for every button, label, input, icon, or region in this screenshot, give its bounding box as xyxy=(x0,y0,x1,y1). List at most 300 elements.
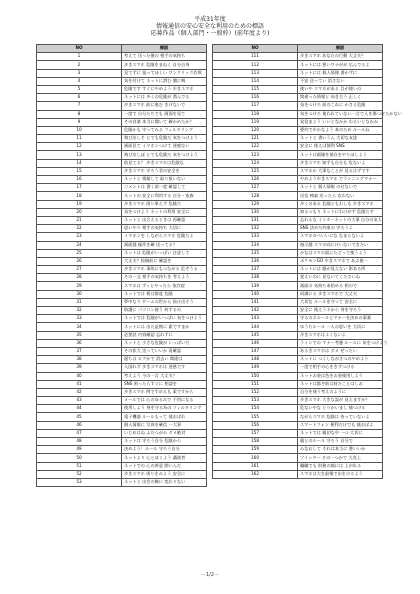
row-number: 115 xyxy=(213,85,298,93)
slogan-text: 歩きスマホはよくないよ xyxy=(298,331,383,339)
table-row xyxy=(37,176,207,184)
slogan-text: 電子機器 ルールもって 使おばれ xyxy=(122,413,207,421)
slogan-text: 自分を使う考えのように xyxy=(298,388,383,396)
slogan-text: ラインでの マナー考慮 ルールに 気をつけよう xyxy=(298,339,383,347)
row-number: 9 xyxy=(37,118,122,126)
column-header-entry: 標語 xyxy=(122,45,207,53)
table-row xyxy=(213,110,383,118)
table-row xyxy=(213,249,383,257)
table-row xyxy=(213,216,383,224)
table-row xyxy=(37,364,207,372)
table-row xyxy=(37,339,207,347)
header-subtitle: 応募作品（個人部門・一般枠）(前年度より) xyxy=(150,30,270,37)
table-row xyxy=(37,413,207,421)
table-row xyxy=(37,290,207,298)
row-number: 44 xyxy=(37,405,122,413)
table-row xyxy=(37,454,207,462)
slogan-text: 職職でも 財務の顔には 上がれる xyxy=(298,462,383,470)
table-row xyxy=(37,233,207,241)
table-row xyxy=(213,135,383,143)
slogan-text: 気を付けて ネットに潜む 闇に鳴 xyxy=(122,77,207,85)
row-number: 2 xyxy=(37,61,122,69)
row-number: 131 xyxy=(213,216,298,224)
table-header-row xyxy=(213,45,383,53)
table-row xyxy=(37,397,207,405)
row-number: 49 xyxy=(37,446,122,454)
row-number: 148 xyxy=(213,356,298,364)
row-number: 7 xyxy=(37,102,122,110)
slogan-text: 間違った情報と 向き合う 正しく xyxy=(298,94,383,102)
row-number: 32 xyxy=(37,307,122,315)
table-row xyxy=(37,143,207,151)
row-number: 52 xyxy=(37,470,122,478)
row-number: 51 xyxy=(37,462,122,470)
slogan-text: 気をつけよう ネットの利用 安全に xyxy=(122,208,207,216)
slogan-text: 一度で 自分たちでも 画面を見て xyxy=(122,110,207,118)
slogan-text: 親とのルール 守ろう 自分で xyxy=(298,438,383,446)
row-number: 113 xyxy=(213,69,298,77)
table-row xyxy=(37,200,207,208)
column-header-entry: 標語 xyxy=(298,45,383,53)
slogan-text: コメントは 書く前一度 確認して xyxy=(122,184,207,192)
table-row xyxy=(37,446,207,454)
slogan-text: その拡大 送っていいか 再確認 xyxy=(122,347,207,355)
slogan-text: ネットには 出た証拠に 素ですまか xyxy=(122,323,207,331)
row-number: 50 xyxy=(37,454,122,462)
table-row xyxy=(37,118,207,126)
row-number: 136 xyxy=(213,257,298,265)
row-number: 160 xyxy=(213,454,298,462)
slogan-text: 飛び出しそ とても危険だ 気をつけよう xyxy=(122,135,207,143)
row-number: 24 xyxy=(37,241,122,249)
row-number: 146 xyxy=(213,339,298,347)
table-row xyxy=(213,315,383,323)
slogan-text: 使いや スマホがある 目が使いの xyxy=(298,85,383,93)
row-number: 119 xyxy=(213,118,298,126)
slogan-text: 防護に パソコン使う 何するの xyxy=(122,307,207,315)
table-row xyxy=(37,429,207,437)
row-number: 117 xyxy=(213,102,298,110)
slogan-text: 同調にる 歩きスマホで 大丈夫 xyxy=(298,290,383,298)
row-number: 30 xyxy=(37,290,122,298)
row-number: 140 xyxy=(213,290,298,298)
slogan-text: 歩きスマホ 守ろう君の安全を xyxy=(122,167,207,175)
slogan-text: SNS 困ったらすぐに 相談を xyxy=(122,380,207,388)
table-row xyxy=(37,94,207,102)
table-row xyxy=(213,233,383,241)
slogan-text: 前見てる？ 歩きスマホは危険な xyxy=(122,159,207,167)
row-number: 8 xyxy=(37,110,122,118)
row-number: 6 xyxy=(37,94,122,102)
table-row xyxy=(213,53,383,61)
table-row xyxy=(213,85,383,93)
row-number: 145 xyxy=(213,331,298,339)
table-row xyxy=(213,413,383,421)
row-number: 29 xyxy=(37,282,122,290)
row-number: 53 xyxy=(37,478,122,486)
row-number: 159 xyxy=(213,446,298,454)
slogan-text: 指示越 スマホ向にけいないできたい xyxy=(298,241,383,249)
table-row xyxy=(213,388,383,396)
table-row xyxy=(213,184,383,192)
table-row xyxy=(37,102,207,110)
table-row xyxy=(213,118,383,126)
table-row xyxy=(213,323,383,331)
slogan-text: 発信まよう いいとなかか わるいとなかか xyxy=(298,118,383,126)
row-number: 33 xyxy=(37,315,122,323)
slogan-text: 危険かも 守ってみる フィルタリング xyxy=(122,126,207,134)
slogan-text: メールでは 心のゆるみで 不用になる xyxy=(122,397,207,405)
row-number: 14 xyxy=(37,159,122,167)
table-row xyxy=(213,405,383,413)
row-number: 149 xyxy=(213,364,298,372)
row-number: 37 xyxy=(37,347,122,355)
slogan-text: 大丈夫？投稿前に 確認を xyxy=(122,257,207,265)
row-number: 157 xyxy=(213,429,298,437)
row-number: 162 xyxy=(213,470,298,478)
row-number: 141 xyxy=(213,298,298,306)
row-number: 11 xyxy=(37,135,122,143)
row-number: 144 xyxy=(213,323,298,331)
table-row xyxy=(37,331,207,339)
row-number: 127 xyxy=(213,184,298,192)
row-number: 18 xyxy=(37,192,122,200)
table-row xyxy=(37,478,207,486)
row-number: 34 xyxy=(37,323,122,331)
slogan-text: ネットと 書いうん 大切な友達 xyxy=(298,135,383,143)
slogan-text: 送信 検索 送ったら 次わない xyxy=(298,192,383,200)
table-row xyxy=(213,462,383,470)
table-row xyxy=(37,380,207,388)
slogan-text: 気をつけろ 前のこれに かさる危険 xyxy=(298,102,383,110)
table-row xyxy=(37,135,207,143)
table-row xyxy=(213,61,383,69)
row-number: 21 xyxy=(37,216,122,224)
slogan-text: 歩くのある 危険ともわしも 歩きスマホ xyxy=(298,200,383,208)
header-year: 平成31年度 xyxy=(194,16,226,23)
table-row xyxy=(37,225,207,233)
table-row xyxy=(213,331,383,339)
table-row xyxy=(213,200,383,208)
row-number: 47 xyxy=(37,429,122,437)
row-number: 36 xyxy=(37,339,122,347)
row-number: 121 xyxy=(213,135,298,143)
slogan-text: 見てずに 狙ってほしい ワンクリック詐欺 xyxy=(122,69,207,77)
entries-table-right xyxy=(212,44,402,479)
table-row xyxy=(213,421,383,429)
slogan-text: 思いやり 相手の気持ち 大切に xyxy=(122,225,207,233)
row-number: 19 xyxy=(37,200,122,208)
slogan-text: ネットでは 危険がいっぱい 気をつけよう xyxy=(122,315,207,323)
row-number: 4 xyxy=(37,77,122,85)
slogan-text: ネットお金は色をお金使用しよう xyxy=(298,372,383,380)
table-row xyxy=(37,274,207,282)
row-number: 31 xyxy=(37,298,122,306)
slogan-text: ネットには 悪いワナがが 広んでるよ xyxy=(298,61,383,69)
table-row xyxy=(37,184,207,192)
table-row xyxy=(37,462,207,470)
table-row xyxy=(213,102,383,110)
table-row xyxy=(213,167,383,175)
table-row xyxy=(213,151,383,159)
table-row xyxy=(213,339,383,347)
slogan-text: 歩きスマホ 例ですめるも 案ですから xyxy=(122,388,207,396)
row-number: 42 xyxy=(37,388,122,396)
table-row xyxy=(213,307,383,315)
row-number: 154 xyxy=(213,405,298,413)
row-number: 122 xyxy=(213,143,298,151)
table-row xyxy=(37,216,207,224)
row-number: 151 xyxy=(213,380,298,388)
slogan-text: ネットは 危険がいっぱい 注意して xyxy=(122,249,207,257)
row-number: 147 xyxy=(213,347,298,355)
table-row xyxy=(37,257,207,265)
slogan-text: 決めよう！ルール 守ろう自分 xyxy=(122,446,207,454)
slogan-text: ネットより 心とぼくよう 講演者 xyxy=(122,454,207,462)
table-row xyxy=(37,438,207,446)
row-number: 1 xyxy=(37,53,122,61)
table-row xyxy=(213,298,383,306)
table-row xyxy=(213,77,383,85)
row-number: 139 xyxy=(213,282,298,290)
row-number: 45 xyxy=(37,413,122,421)
slogan-text: ネットと 個人情報 のせないで xyxy=(298,184,383,192)
slogan-text: ネットの 安全に利用する 自分・家族 xyxy=(122,192,207,200)
row-number: 111 xyxy=(213,53,298,61)
slogan-text: 一度で相手の心をきずつける xyxy=(298,364,383,372)
slogan-text: ネットと 小さな危険が いっぱいだ xyxy=(122,339,207,347)
table-row xyxy=(37,61,207,69)
row-number: 134 xyxy=(213,241,298,249)
slogan-text: みなおして それは本当に 書いいか xyxy=(298,446,383,454)
slogan-text: ネットでは 親切な中 一つ 大切に xyxy=(298,429,383,437)
row-number: 39 xyxy=(37,364,122,372)
table-row xyxy=(213,126,383,134)
table-row xyxy=(213,364,383,372)
row-number: 25 xyxy=(37,249,122,257)
row-number: 161 xyxy=(213,462,298,470)
slogan-text: スマホは大を最後で出をけるよう xyxy=(298,470,383,478)
page-number: －1/2－ xyxy=(200,572,220,578)
table-row xyxy=(213,225,383,233)
table-row xyxy=(37,266,207,274)
slogan-text: 危険です すぐにやめよう 歩きスマホ xyxy=(122,85,207,93)
table-row xyxy=(37,323,207,331)
slogan-text: 画面見て イヤホンつけて 迷惑ない xyxy=(122,143,207,151)
slogan-text: 気をつけろ 使われていない一言で人を傷つけたかない xyxy=(298,110,383,118)
slogan-text: 歩きスマホ 危険をまねく 自分自身 xyxy=(122,61,207,69)
table-row xyxy=(37,249,207,257)
slogan-text: スマホのべいいにな なまらないよ xyxy=(298,233,383,241)
slogan-text: 個人情報に 写真を確信 一大事 xyxy=(122,421,207,429)
table-row xyxy=(213,69,383,77)
table-row xyxy=(213,380,383,388)
row-number: 126 xyxy=(213,176,298,184)
slogan-text: 不安 送ってい 消さない xyxy=(298,77,383,85)
slogan-text: ポケモンGO 歩きスマホで あぶ使一 xyxy=(298,257,383,265)
slogan-text: 遅ちは ログかで 消去い 間違は xyxy=(122,356,207,364)
slogan-text: 必要話 内容確認 忘れずに xyxy=(122,331,207,339)
header-title: 情報通信の安心安全な利用のための標語 xyxy=(155,23,264,30)
row-number: 46 xyxy=(37,421,122,429)
slogan-text: あるきスマホは ダメ ぜったい xyxy=(298,347,383,355)
table-row xyxy=(37,372,207,380)
table-row xyxy=(213,372,383,380)
slogan-text: イヤホンを しながらスマホ 危険だよ xyxy=(122,233,207,241)
row-number: 128 xyxy=(213,192,298,200)
document-header xyxy=(0,16,420,37)
slogan-text: ネットは画像を保存をやりほしよう xyxy=(298,151,383,159)
slogan-text: 入国れず 歩きスマホは 迷惑です xyxy=(122,364,207,372)
slogan-text: 考えよう 今の一言 大丈夫？ xyxy=(122,372,207,380)
slogan-text: 飛び出しぼ とても危険だ 気をつけよう xyxy=(122,151,207,159)
slogan-text: ツイッター その一つかで 大炎上 xyxy=(298,454,383,462)
slogan-text: 考えて 送った後の 相手の気持ち xyxy=(122,53,207,61)
row-number: 116 xyxy=(213,94,298,102)
row-number: 120 xyxy=(213,126,298,134)
table-row xyxy=(37,110,207,118)
table-row xyxy=(37,347,207,355)
row-number: 152 xyxy=(213,388,298,396)
row-number: 135 xyxy=(213,249,298,257)
table-row xyxy=(37,421,207,429)
slogan-text: 歩きスマホ 大きな誤が 見えますか？ xyxy=(298,397,383,405)
table-row xyxy=(37,53,207,61)
slogan-text: 歩きスマホ 困り果えず 危険だ xyxy=(122,200,207,208)
row-number: 26 xyxy=(37,257,122,265)
table-row xyxy=(213,192,383,200)
slogan-text: 守るのネルールとマナーを決めの事業 xyxy=(298,315,383,323)
slogan-text: 歩きスマホ 事故にもつながる 危ぞうる xyxy=(122,266,207,274)
slogan-text: スマートフォン 便利だけでも 使おばよ xyxy=(298,421,383,429)
slogan-text: ネットと 情報して 取り扱いない xyxy=(122,176,207,184)
table-row xyxy=(37,192,207,200)
slogan-text: ネットには 多くの危険が 潜んでる xyxy=(122,94,207,102)
row-number: 133 xyxy=(213,233,298,241)
row-number: 38 xyxy=(37,356,122,364)
row-number: 40 xyxy=(37,372,122,380)
table-row xyxy=(213,470,383,478)
table-row xyxy=(37,470,207,478)
table-row xyxy=(213,176,383,184)
table-row xyxy=(213,356,383,364)
slogan-text: 安全に 使えうネから 身を守ろう xyxy=(298,307,383,315)
table-row xyxy=(37,388,207,396)
row-number: 125 xyxy=(213,167,298,175)
row-number: 15 xyxy=(37,167,122,175)
column-header-no: NO xyxy=(37,45,122,53)
table-row xyxy=(213,397,383,405)
row-number: 156 xyxy=(213,421,298,429)
column-header-no: NO xyxy=(213,45,298,53)
slogan-text: 覚えいのに 見ないてくださいね xyxy=(298,274,383,282)
slogan-text: スマホか 大事なことが 見るはずです xyxy=(298,167,383,175)
table-row xyxy=(213,438,383,446)
table-row xyxy=(37,85,207,93)
slogan-text: 歩きスマホ 周りをみよう 安全に xyxy=(122,470,207,478)
slogan-text: 使用しよう 身を守る為の フィルタリング xyxy=(122,405,207,413)
table-row xyxy=(213,290,383,298)
slogan-text: 画面の 気持ちあ拾める 相ので xyxy=(298,282,383,290)
table-row xyxy=(37,405,207,413)
table-row xyxy=(213,282,383,290)
table-row xyxy=(37,315,207,323)
slogan-text: その一文 相手の気持ちを 考えよう xyxy=(122,274,207,282)
row-number: 23 xyxy=(37,233,122,241)
row-number: 20 xyxy=(37,208,122,216)
row-number: 112 xyxy=(213,61,298,69)
row-number: 22 xyxy=(37,225,122,233)
slogan-text: 歩きスマホ 知手も自分も 危ないよ xyxy=(298,159,383,167)
slogan-text: ネットと 出合えるときは 再確認 xyxy=(122,216,207,224)
slogan-text: ネットに つくしながさつのやめよう xyxy=(298,356,383,364)
table-row xyxy=(213,266,383,274)
row-number: 153 xyxy=(213,397,298,405)
slogan-text: 危ないやな とりかいまし 様つける xyxy=(298,405,383,413)
slogan-text: 要約で歩かなよう 本のため ルールね xyxy=(298,126,383,134)
slogan-text: その音楽 本当に聞いて 確かめたか？ xyxy=(122,118,207,126)
slogan-text: いじめはね ふだつがみ ダメ絶対 xyxy=(122,429,207,437)
table-row xyxy=(37,77,207,85)
table-row xyxy=(37,282,207,290)
table-row xyxy=(213,159,383,167)
row-number: 142 xyxy=(213,307,298,315)
slogan-text: ネットでの 心の善意 開いんだ xyxy=(122,462,207,470)
table-row xyxy=(213,94,383,102)
entries-table-left xyxy=(36,44,207,487)
row-number: 3 xyxy=(37,69,122,77)
table-row xyxy=(37,307,207,315)
row-number: 5 xyxy=(37,85,122,93)
row-number: 28 xyxy=(37,274,122,282)
row-number: 10 xyxy=(37,126,122,134)
table-row xyxy=(213,347,383,355)
row-number: 114 xyxy=(213,77,298,85)
slogan-text: 夢中なり ゲームの世から 抜け出そう xyxy=(122,298,207,306)
row-number: 16 xyxy=(37,176,122,184)
slogan-text: ネットと 出会の権に 変わりない xyxy=(122,478,207,486)
row-number: 27 xyxy=(37,266,122,274)
slogan-text: 大切な ルールを守って 安全に xyxy=(298,298,383,306)
slogan-text: 安全に 使えば便利 SNS xyxy=(298,143,383,151)
slogan-text: SNS 決めた約束の 守ろうよ xyxy=(298,225,383,233)
slogan-text: ながらスマホ 危険は 待っていないよ xyxy=(298,413,383,421)
slogan-text: 歩きスマホ 前に進む きけないで xyxy=(122,102,207,110)
row-number: 137 xyxy=(213,266,298,274)
table-row xyxy=(213,241,383,249)
table-row xyxy=(37,126,207,134)
row-number: 130 xyxy=(213,208,298,216)
table-row xyxy=(213,446,383,454)
table-row xyxy=(213,454,383,462)
row-number: 118 xyxy=(213,110,298,118)
slogan-text: 歩きスマホ あなたの行動 大丈夫？ xyxy=(298,53,383,61)
slogan-text: 画面越 操作を確 送ってる？ xyxy=(122,241,207,249)
row-number: 129 xyxy=(213,200,298,208)
row-number: 17 xyxy=(37,184,122,192)
table-row xyxy=(213,143,383,151)
row-number: 143 xyxy=(213,315,298,323)
slogan-text: かなはスマホ面にたどって使うよう xyxy=(298,249,383,257)
table-row xyxy=(37,151,207,159)
row-number: 43 xyxy=(37,397,122,405)
row-number: 41 xyxy=(37,380,122,388)
row-number: 12 xyxy=(37,143,122,151)
slogan-text: ネットでは 相は都度 危険 xyxy=(122,290,207,298)
row-number: 124 xyxy=(213,159,298,167)
row-number: 13 xyxy=(37,151,122,159)
table-row xyxy=(213,429,383,437)
